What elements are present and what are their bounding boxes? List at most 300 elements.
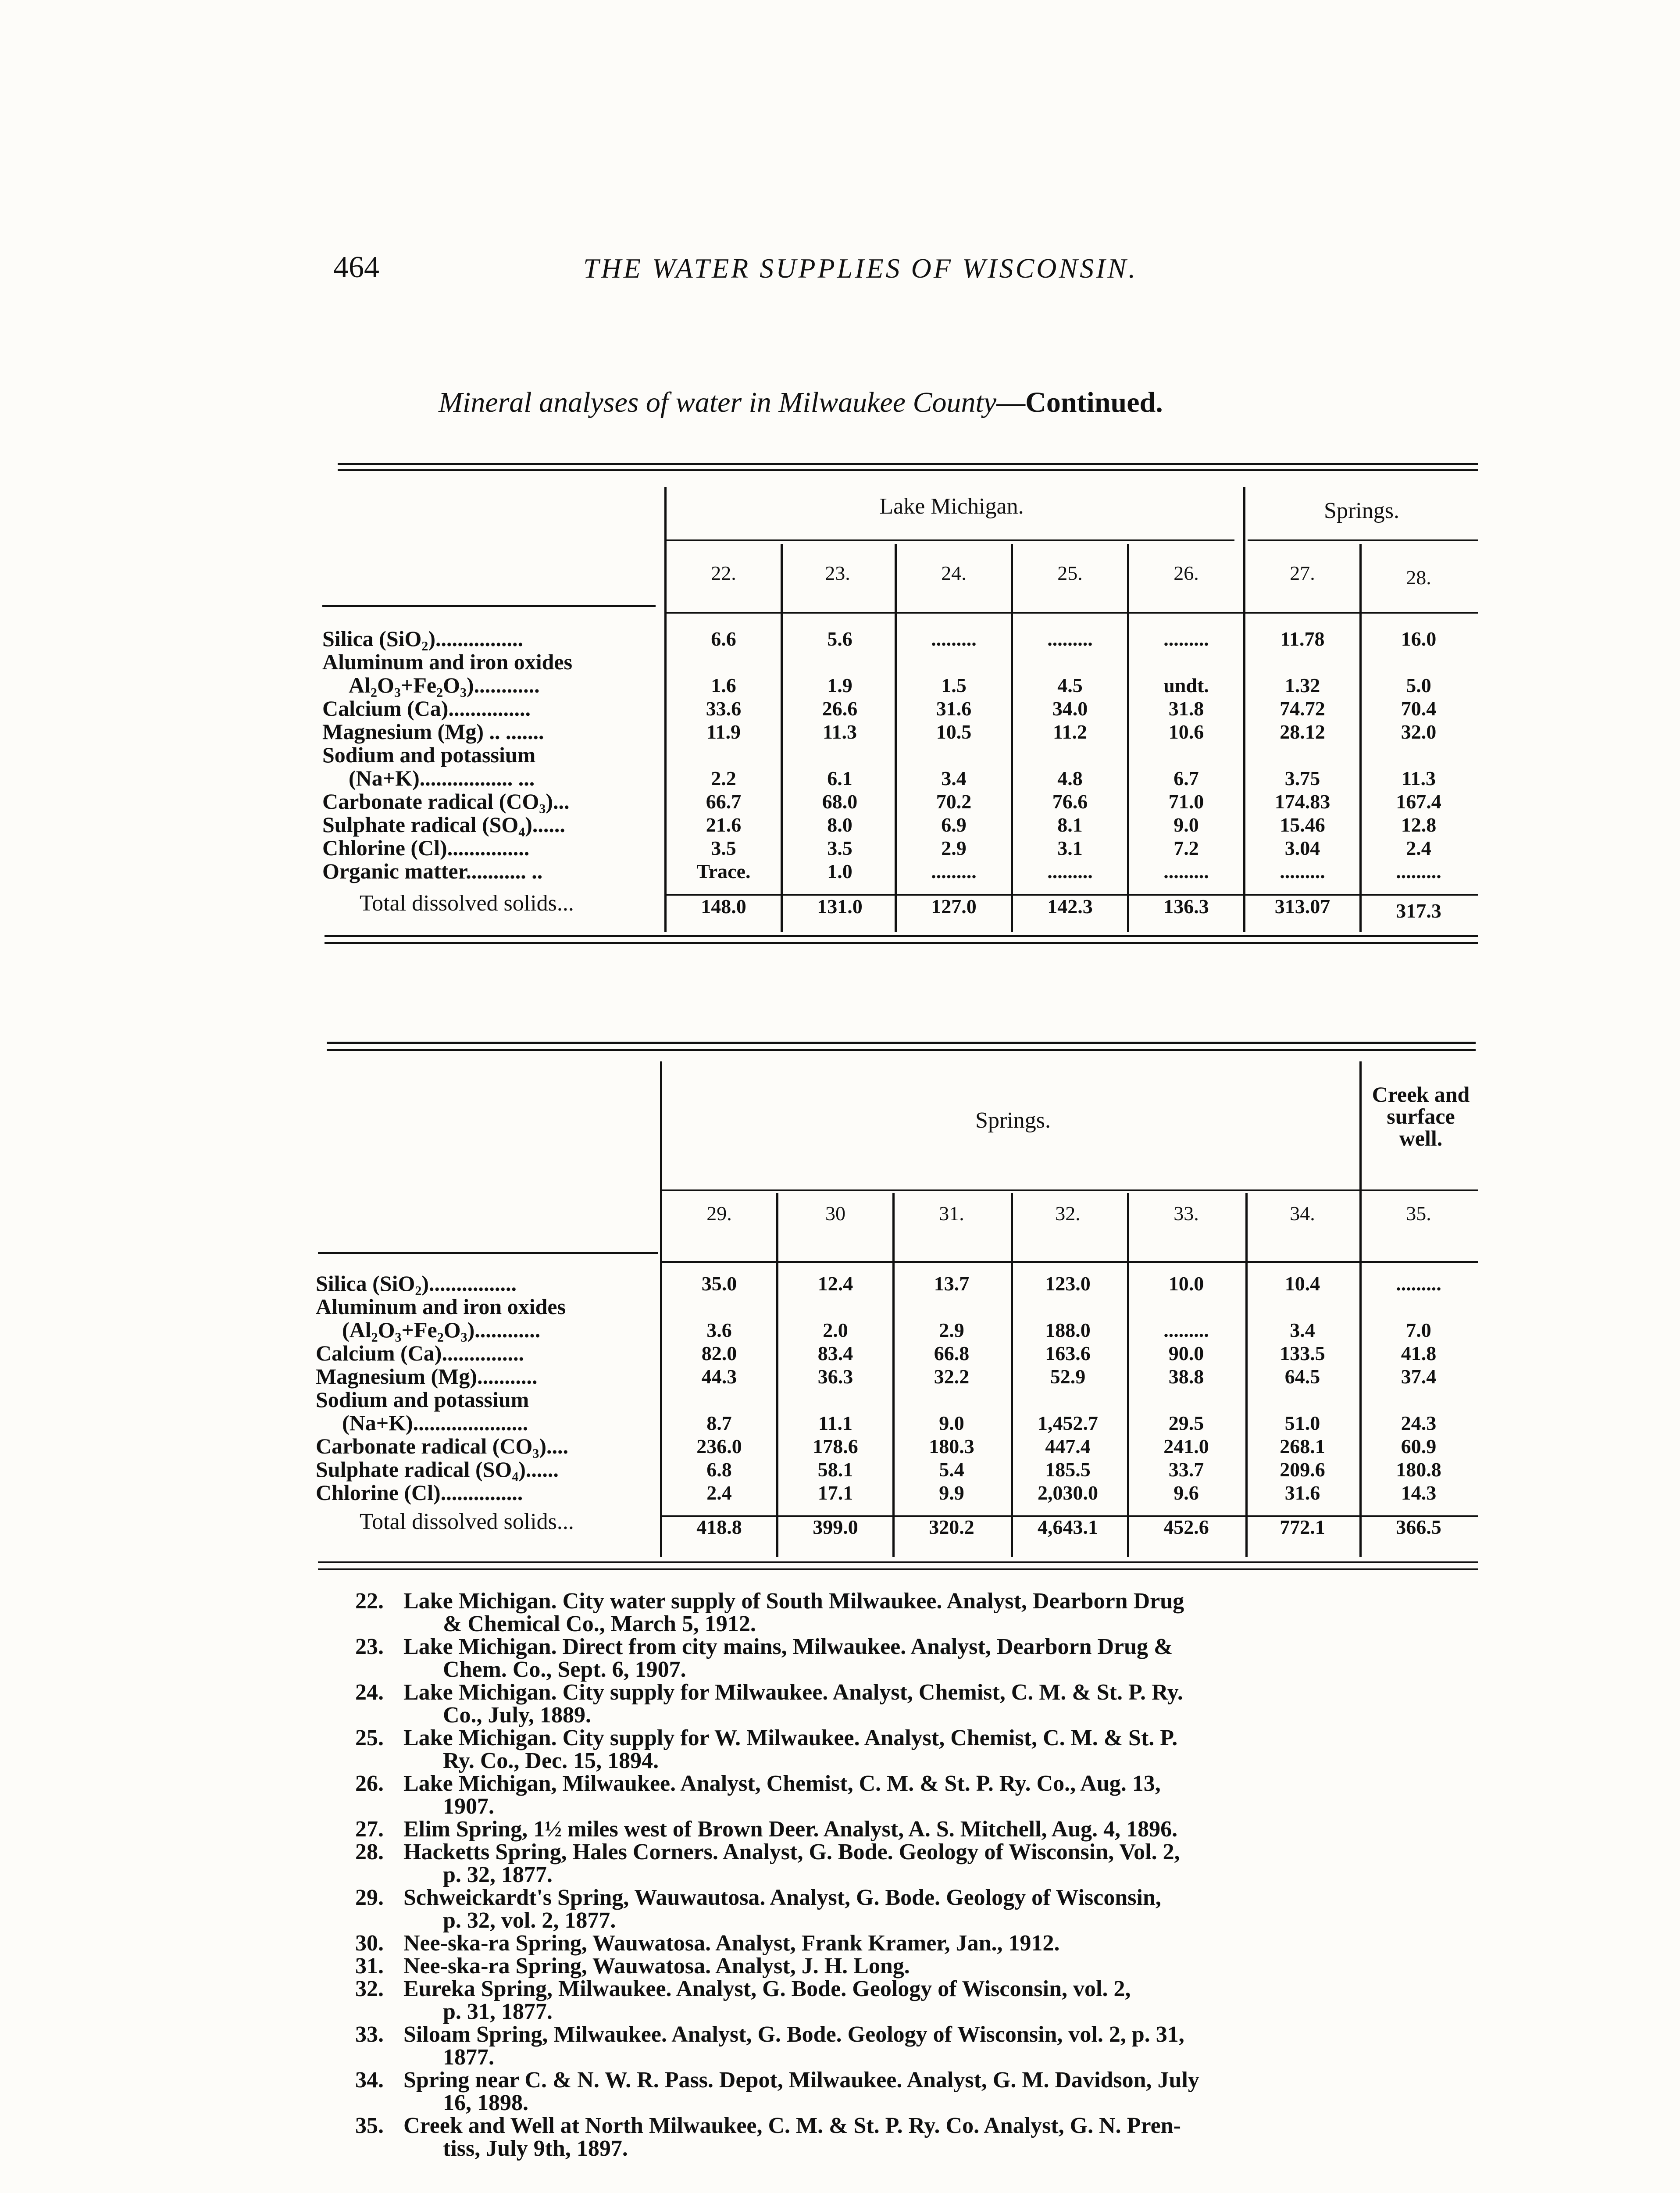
group-header-lake-michigan: Lake Michigan. xyxy=(879,494,1024,519)
table-cell xyxy=(899,650,1009,674)
table-cell xyxy=(1364,1295,1473,1318)
footnote xyxy=(355,1681,1478,1727)
table-cell: 32.0 xyxy=(1401,721,1437,743)
footnote-number: 33. xyxy=(355,2022,384,2047)
table-cell xyxy=(1131,1295,1241,1318)
table-cell: 3.4 xyxy=(1290,1319,1315,1341)
row-label: Chlorine (Cl)............... xyxy=(316,1480,523,1505)
footnote-number: 29. xyxy=(355,1885,384,1910)
row-label: Al₂O₃+Fe₂O₃)............ xyxy=(349,673,540,697)
row-label: Silica (SiO₂)................ xyxy=(322,626,524,651)
column-divider xyxy=(1243,487,1245,932)
footnote-continuation: p. 32, 1877. xyxy=(443,1862,553,1887)
table1-top-rule xyxy=(338,463,1478,465)
footnote xyxy=(355,1955,1478,1978)
table-cell: 11.3 xyxy=(823,721,857,743)
row-label: Carbonate radical (CO₃)... xyxy=(322,789,570,814)
caption-continued: —Continued. xyxy=(996,386,1163,418)
table-cell xyxy=(781,1388,890,1411)
table-cell: 8.1 xyxy=(1057,814,1083,836)
footnote-continuation: Ry. Co., Dec. 15, 1894. xyxy=(443,1748,659,1773)
table-cell: 3.5 xyxy=(711,837,736,859)
column-number: 25. xyxy=(1057,562,1083,584)
column-divider xyxy=(1127,544,1129,932)
table-cell: 11.3 xyxy=(1402,767,1436,789)
table-cell: 2,030.0 xyxy=(1038,1482,1098,1504)
row-label: Magnesium (Mg) .. ....... xyxy=(322,719,544,744)
footnote xyxy=(355,1818,1478,1841)
total-value: 320.2 xyxy=(929,1516,974,1538)
total-label: Total dissolved solids... xyxy=(360,891,574,916)
column-divider xyxy=(660,1061,662,1557)
column-divider xyxy=(892,1193,895,1557)
table-cell: 90.0 xyxy=(1168,1342,1204,1364)
total-value: 4,643.1 xyxy=(1038,1516,1098,1538)
table-cell: 6.7 xyxy=(1174,767,1199,789)
table-cell: undt. xyxy=(1163,674,1209,696)
group-rule xyxy=(662,1189,1359,1191)
table-cell xyxy=(1013,1295,1123,1318)
row-label: (Al₂O₃+Fe₂O₃)............ xyxy=(342,1318,541,1342)
table-cell: 8.7 xyxy=(706,1412,732,1434)
total-label: Total dissolved solids... xyxy=(360,1509,574,1534)
table2-bottom-rule-2 xyxy=(318,1568,1478,1570)
footnote xyxy=(355,2023,1478,2069)
footnote-text: Lake Michigan. City supply for Milwaukee. Analyst, Chemist, C. M. & St. P. Ry. xyxy=(403,1680,1183,1705)
colhead-rule xyxy=(667,612,1478,614)
footnote-text: Spring near C. & N. W. R. Pass. Depot, Milwaukee. Analyst, G. M. Davidson, July xyxy=(403,2068,1199,2093)
footnote-number: 35. xyxy=(355,2113,384,2138)
table-cell: 31.6 xyxy=(1284,1482,1320,1504)
table-cell: 36.3 xyxy=(817,1365,853,1388)
total-value: 131.0 xyxy=(817,895,863,918)
footnote-number: 26. xyxy=(355,1771,384,1796)
table-cell: 188.0 xyxy=(1045,1319,1091,1341)
table-cell: 447.4 xyxy=(1045,1435,1091,1457)
table-cell: 3.4 xyxy=(941,767,967,789)
footnote xyxy=(355,2069,1478,2114)
footnote-text: Lake Michigan. Direct from city mains, Milwaukee. Analyst, Dearborn Drug & xyxy=(403,1634,1173,1659)
footnote-text: Lake Michigan. City supply for W. Milwaukee. Analyst, Chemist, C. M. & St. P. xyxy=(403,1725,1178,1750)
table-cell: 241.0 xyxy=(1163,1435,1209,1457)
table-cell: 68.0 xyxy=(822,790,858,813)
footnote-text: Nee-ska-ra Spring, Wauwatosa. Analyst, Frank Kramer, Jan., 1912. xyxy=(403,1931,1060,1956)
table-cell: 5.6 xyxy=(827,628,852,650)
total-value: 136.3 xyxy=(1163,895,1209,918)
table-cell: 82.0 xyxy=(701,1342,737,1364)
table-cell: 17.1 xyxy=(817,1482,853,1504)
row-label: Sodium and potassium xyxy=(316,1387,529,1412)
table-cell: 28.12 xyxy=(1280,721,1325,743)
table-cell: 178.6 xyxy=(813,1435,858,1457)
table-cell: 24.3 xyxy=(1401,1412,1437,1434)
table-cell: 29.5 xyxy=(1168,1412,1204,1434)
table-cell: 6.8 xyxy=(706,1458,732,1481)
column-number: 30 xyxy=(825,1202,845,1225)
table-cell: 174.83 xyxy=(1274,790,1330,813)
column-divider xyxy=(895,544,897,932)
table-caption xyxy=(439,386,1163,419)
footnote-number: 30. xyxy=(355,1931,384,1956)
table-cell: 1.0 xyxy=(827,860,852,882)
table-cell: 31.6 xyxy=(936,697,972,720)
table-cell: 268.1 xyxy=(1280,1435,1325,1457)
footnote-text: Lake Michigan. City water supply of South Milwaukee. Analyst, Dearborn Drug xyxy=(403,1589,1184,1614)
table-cell xyxy=(1248,1295,1357,1318)
data-column-29 xyxy=(664,1272,774,1504)
table-cell: 2.2 xyxy=(711,767,736,789)
table-cell: 14.3 xyxy=(1401,1482,1437,1504)
table-cell xyxy=(1248,650,1357,674)
column-number: 35. xyxy=(1406,1202,1431,1225)
row-label: Sodium and potassium xyxy=(322,743,536,767)
table-cell: ......... xyxy=(1047,628,1093,650)
table2-bottom-rule xyxy=(318,1561,1478,1563)
footnote-continuation: p. 31, 1877. xyxy=(443,1999,553,2024)
table-cell xyxy=(1131,743,1241,767)
table-cell xyxy=(897,1388,1006,1411)
table-cell: 11.2 xyxy=(1053,721,1087,743)
group-rule xyxy=(1362,1189,1478,1191)
table-cell: 74.72 xyxy=(1280,697,1325,720)
table-cell: 11.9 xyxy=(706,721,741,743)
table-cell xyxy=(1131,650,1241,674)
column-divider xyxy=(1359,1061,1362,1557)
table-cell xyxy=(669,743,778,767)
footnote xyxy=(355,1636,1478,1681)
table-cell: 209.6 xyxy=(1280,1458,1325,1481)
table-cell: 8.0 xyxy=(827,814,852,836)
table1-label-rule xyxy=(322,605,656,607)
table-cell: 2.4 xyxy=(1406,837,1431,859)
table-cell: 71.0 xyxy=(1168,790,1204,813)
footnotes xyxy=(355,1590,1478,2160)
table-cell xyxy=(1364,1388,1473,1411)
column-divider xyxy=(781,544,783,932)
row-label: (Na+K)..................... xyxy=(342,1411,528,1435)
group-header-creek: Creek and surface well. xyxy=(1372,1082,1470,1150)
row-label: Organic matter........... .. xyxy=(322,859,543,883)
data-column-31 xyxy=(897,1272,1006,1504)
footnote-text: Schweickardt's Spring, Wauwautosa. Analyst, G. Bode. Geology of Wisconsin, xyxy=(403,1885,1161,1910)
total-value: 313.07 xyxy=(1274,895,1330,918)
column-number: 24. xyxy=(941,562,967,584)
table-cell xyxy=(1131,1388,1241,1411)
table-cell: 9.6 xyxy=(1174,1482,1199,1504)
table1-top-rule-2 xyxy=(338,469,1478,471)
footnote-number: 32. xyxy=(355,1976,384,2001)
table-cell: 133.5 xyxy=(1280,1342,1325,1364)
caption-main: Mineral analyses of water in Milwaukee County xyxy=(439,386,997,418)
table-cell: 26.6 xyxy=(822,697,858,720)
table-cell: 1.32 xyxy=(1284,674,1320,696)
table-cell: 37.4 xyxy=(1401,1365,1437,1388)
column-number: 23. xyxy=(825,562,850,584)
column-number: 28. xyxy=(1406,566,1431,589)
table-cell xyxy=(1013,1388,1123,1411)
column-number: 31. xyxy=(939,1202,964,1225)
table-cell: 38.8 xyxy=(1168,1365,1204,1388)
table-cell xyxy=(785,650,895,674)
data-column-23 xyxy=(785,627,895,883)
table-cell: 16.0 xyxy=(1401,628,1437,650)
table-cell: 1.5 xyxy=(941,674,967,696)
table-cell: 1,452.7 xyxy=(1038,1412,1098,1434)
table-cell: ......... xyxy=(1163,1319,1209,1341)
table-cell: ......... xyxy=(1280,860,1325,882)
table-cell: 44.3 xyxy=(701,1365,737,1388)
table-cell: 10.4 xyxy=(1284,1272,1320,1295)
footnote-number: 23. xyxy=(355,1634,384,1659)
table-cell xyxy=(1248,743,1357,767)
data-column-26 xyxy=(1131,627,1241,883)
footnote xyxy=(355,1590,1478,1636)
group-rule xyxy=(1248,539,1478,541)
data-column-24 xyxy=(899,627,1009,883)
table-cell xyxy=(669,650,778,674)
table-cell: 3.04 xyxy=(1284,837,1320,859)
table-cell: 83.4 xyxy=(817,1342,853,1364)
table-cell: 236.0 xyxy=(696,1435,742,1457)
footnote-continuation: 1877. xyxy=(443,2045,494,2070)
footnote-continuation: Co., July, 1889. xyxy=(443,1703,592,1728)
footnote-text: Lake Michigan, Milwaukee. Analyst, Chemist, C. M. & St. P. Ry. Co., Aug. 13, xyxy=(403,1771,1161,1796)
data-column-35 xyxy=(1364,1272,1473,1504)
table-cell: 10.6 xyxy=(1168,721,1204,743)
table-cell: 64.5 xyxy=(1284,1365,1320,1388)
data-column-32 xyxy=(1013,1272,1123,1504)
table-cell xyxy=(897,1295,1006,1318)
table-cell: 33.6 xyxy=(706,697,742,720)
table-cell: 123.0 xyxy=(1045,1272,1091,1295)
footnote-text: Elim Spring, 1½ miles west of Brown Deer. Analyst, A. S. Mitchell, Aug. 4, 1896. xyxy=(403,1817,1178,1842)
footnote-text: Hacketts Spring, Hales Corners. Analyst, G. Bode. Geology of Wisconsin, Vol. 2, xyxy=(403,1839,1180,1864)
table-cell xyxy=(664,1295,774,1318)
column-divider xyxy=(1359,544,1362,932)
table-cell: 3.75 xyxy=(1284,767,1320,789)
table-cell: ......... xyxy=(1163,628,1209,650)
table-cell: 9.0 xyxy=(939,1412,964,1434)
footnote xyxy=(355,1886,1478,1932)
table-cell: 5.4 xyxy=(939,1458,964,1481)
row-label: Silica (SiO₂)................ xyxy=(316,1271,517,1296)
table-cell: 70.2 xyxy=(936,790,972,813)
table-cell: 2.9 xyxy=(941,837,967,859)
data-column-30 xyxy=(781,1272,890,1504)
table-cell: 185.5 xyxy=(1045,1458,1091,1481)
footnote-text: Creek and Well at North Milwaukee, C. M. & St. P. Ry. Co. Analyst, G. N. Pren- xyxy=(403,2113,1181,2138)
column-number: 27. xyxy=(1290,562,1315,584)
row-label: Chlorine (Cl)............... xyxy=(322,836,530,860)
footnote-continuation: & Chemical Co., March 5, 1912. xyxy=(443,1611,756,1636)
table-cell: 11.78 xyxy=(1280,628,1325,650)
column-number: 29. xyxy=(706,1202,732,1225)
footnote-number: 31. xyxy=(355,1954,384,1979)
table-cell xyxy=(1248,1388,1357,1411)
table-cell: 70.4 xyxy=(1401,697,1437,720)
footnote-number: 22. xyxy=(355,1589,384,1614)
data-column-28 xyxy=(1364,627,1473,883)
group-header-springs: Springs. xyxy=(975,1108,1051,1133)
table-cell: 34.0 xyxy=(1052,697,1088,720)
row-labels xyxy=(316,1272,568,1504)
table-cell: 12.4 xyxy=(817,1272,853,1295)
table-cell: 11.1 xyxy=(818,1412,852,1434)
column-divider xyxy=(776,1193,778,1557)
table-cell: 5.0 xyxy=(1406,674,1431,696)
total-value: 772.1 xyxy=(1280,1516,1325,1538)
table-cell: 10.0 xyxy=(1168,1272,1204,1295)
table-cell: ......... xyxy=(931,860,977,882)
footnote-continuation: Chem. Co., Sept. 6, 1907. xyxy=(443,1657,686,1682)
table-cell xyxy=(785,743,895,767)
total-value: 452.6 xyxy=(1163,1516,1209,1538)
table-cell: 2.4 xyxy=(706,1482,732,1504)
footnote xyxy=(355,1932,1478,1955)
table-cell: 7.0 xyxy=(1406,1319,1431,1341)
group-header-springs: Springs. xyxy=(1324,498,1399,523)
table-cell: 52.9 xyxy=(1050,1365,1086,1388)
footnote-number: 24. xyxy=(355,1680,384,1705)
table-cell: 21.6 xyxy=(706,814,742,836)
column-number: 34. xyxy=(1290,1202,1315,1225)
table-cell: 15.46 xyxy=(1280,814,1325,836)
table-cell: 66.7 xyxy=(706,790,742,813)
table-cell: 12.8 xyxy=(1401,814,1437,836)
table-cell: 51.0 xyxy=(1284,1412,1320,1434)
table-cell: 31.8 xyxy=(1168,697,1204,720)
row-label: (Na+K)................. ... xyxy=(349,766,535,790)
total-value: 317.3 xyxy=(1396,900,1441,922)
table-cell: 3.6 xyxy=(706,1319,732,1341)
table-cell: 32.2 xyxy=(934,1365,970,1388)
table2-top-rule xyxy=(327,1042,1476,1044)
footnote-continuation: 1907. xyxy=(443,1794,494,1819)
column-number: 32. xyxy=(1055,1202,1081,1225)
table-cell: 7.2 xyxy=(1174,837,1199,859)
table-cell xyxy=(781,1295,890,1318)
footnote xyxy=(355,1978,1478,2023)
table-cell: 76.6 xyxy=(1052,790,1088,813)
footnote xyxy=(355,1727,1478,1772)
table-cell: 58.1 xyxy=(817,1458,853,1481)
table-cell: 1.9 xyxy=(827,674,852,696)
footnote-number: 25. xyxy=(355,1725,384,1750)
footnote-text: Nee-ska-ra Spring, Wauwatosa. Analyst, J. H. Long. xyxy=(403,1954,910,1979)
footnote-continuation: 16, 1898. xyxy=(443,2090,528,2115)
table-cell: ......... xyxy=(1047,860,1093,882)
row-label: Aluminum and iron oxides xyxy=(316,1294,566,1319)
column-number: 26. xyxy=(1174,562,1199,584)
row-label: Magnesium (Mg)........... xyxy=(316,1364,538,1389)
table-cell: ......... xyxy=(1396,1272,1441,1295)
row-label: Carbonate radical (CO₃).... xyxy=(316,1434,569,1458)
total-value: 399.0 xyxy=(813,1516,858,1538)
table1-bottom-rule xyxy=(325,935,1478,937)
table1-bottom-rule-2 xyxy=(325,942,1478,944)
footnote-number: 27. xyxy=(355,1817,384,1842)
table2-top-rule-2 xyxy=(327,1049,1476,1051)
table-cell: 2.9 xyxy=(939,1319,964,1341)
table-cell: 4.8 xyxy=(1057,767,1083,789)
table-cell xyxy=(1015,650,1125,674)
column-number: 33. xyxy=(1174,1202,1199,1225)
table-cell: 6.6 xyxy=(711,628,736,650)
row-label: Calcium (Ca)............... xyxy=(316,1341,524,1365)
footnote-text: Siloam Spring, Milwaukee. Analyst, G. Bode. Geology of Wisconsin, vol. 2, p. 31, xyxy=(403,2022,1184,2047)
table-cell xyxy=(1015,743,1125,767)
table-cell: ......... xyxy=(931,628,977,650)
column-divider xyxy=(664,487,667,932)
table-cell: 9.9 xyxy=(939,1482,964,1504)
table-cell: 60.9 xyxy=(1401,1435,1437,1457)
table-cell: 33.7 xyxy=(1168,1458,1204,1481)
table-cell: 10.5 xyxy=(936,721,972,743)
table2-label-rule xyxy=(318,1252,658,1254)
table-cell xyxy=(664,1388,774,1411)
footnote xyxy=(355,2114,1478,2160)
total-value: 127.0 xyxy=(931,895,977,918)
data-column-25 xyxy=(1015,627,1125,883)
table-cell: ......... xyxy=(1396,860,1441,882)
group-rule xyxy=(667,539,1234,541)
column-divider xyxy=(1127,1193,1129,1557)
table-cell: 167.4 xyxy=(1396,790,1441,813)
data-column-27 xyxy=(1248,627,1357,883)
total-value: 366.5 xyxy=(1396,1516,1441,1538)
table-cell: 180.8 xyxy=(1396,1458,1441,1481)
footnote-number: 28. xyxy=(355,1839,384,1864)
page-number: 464 xyxy=(333,250,379,284)
row-label: Sulphate radical (SO₄)...... xyxy=(316,1457,559,1482)
data-column-33 xyxy=(1131,1272,1241,1504)
row-label: Sulphate radical (SO₄)...... xyxy=(322,812,565,837)
table-cell: 13.7 xyxy=(934,1272,970,1295)
table-cell: 1.6 xyxy=(711,674,736,696)
total-value: 148.0 xyxy=(701,895,746,918)
table-cell: 4.5 xyxy=(1057,674,1083,696)
table-cell xyxy=(1364,650,1473,674)
table-cell: 6.1 xyxy=(827,767,852,789)
data-column-34 xyxy=(1248,1272,1357,1504)
total-value: 142.3 xyxy=(1047,895,1093,918)
footnote-number: 34. xyxy=(355,2068,384,2093)
table-cell: 3.5 xyxy=(827,837,852,859)
data-column-22 xyxy=(669,627,778,883)
colhead-rule xyxy=(662,1261,1478,1263)
footnote-continuation: p. 32, vol. 2, 1877. xyxy=(443,1908,616,1933)
running-head: THE WATER SUPPLIES OF WISCONSIN. xyxy=(583,253,1138,284)
table-cell: 2.0 xyxy=(823,1319,848,1341)
table-cell xyxy=(1364,743,1473,767)
total-value: 418.8 xyxy=(696,1516,742,1538)
table-cell: 180.3 xyxy=(929,1435,974,1457)
row-labels xyxy=(322,627,572,883)
table-cell xyxy=(899,743,1009,767)
table-cell: 163.6 xyxy=(1045,1342,1091,1364)
footnote xyxy=(355,1841,1478,1886)
table-cell: 35.0 xyxy=(701,1272,737,1295)
table-cell: ......... xyxy=(1163,860,1209,882)
footnote-continuation: tiss, July 9th, 1897. xyxy=(443,2136,628,2161)
row-label: Calcium (Ca)............... xyxy=(322,696,531,721)
footnote xyxy=(355,1772,1478,1818)
table-cell: 41.8 xyxy=(1401,1342,1437,1364)
table-cell: 6.9 xyxy=(941,814,967,836)
table-cell: 3.1 xyxy=(1057,837,1083,859)
table-cell: 9.0 xyxy=(1174,814,1199,836)
table-cell: Trace. xyxy=(696,860,751,882)
